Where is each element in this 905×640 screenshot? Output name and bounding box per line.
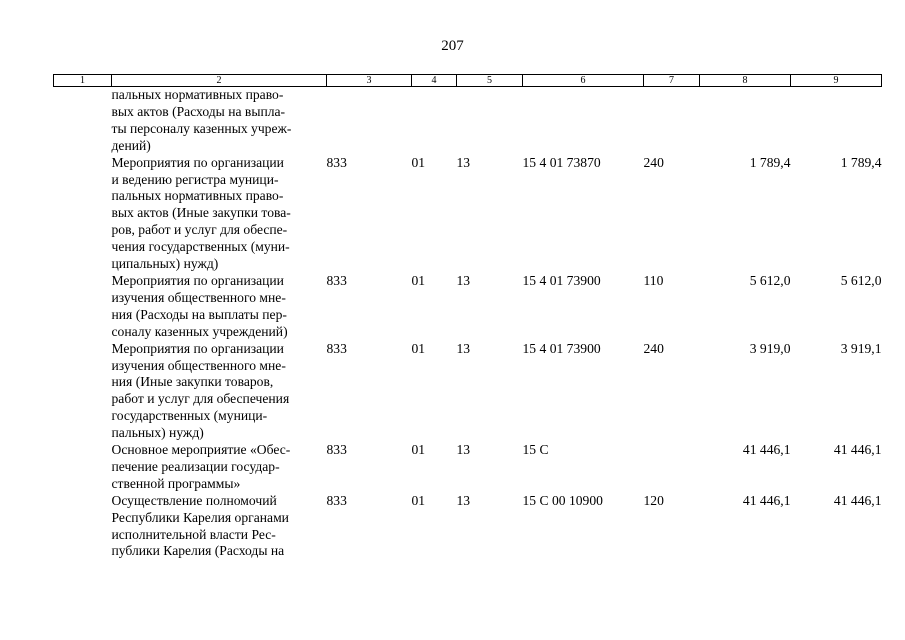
column-number-row: [54, 75, 882, 87]
description-line: печение реализации государ-: [111, 458, 280, 474]
subsection-code-cell: 13: [456, 154, 471, 170]
description-line: вых актов (Иные закупки това-: [111, 205, 291, 221]
amount-cell-8: 3 919,0: [749, 340, 791, 356]
table-row: [54, 87, 882, 155]
amount-cell-8: 1 789,4: [749, 154, 791, 170]
expense-type-cell: [644, 442, 700, 493]
description-line: Мероприятия по организации: [111, 272, 284, 288]
description-line: Республики Карелия органами: [111, 509, 289, 525]
column-header: 7: [644, 75, 700, 87]
expense-type-cell: 240: [643, 340, 664, 356]
description-line: дений): [111, 137, 151, 153]
column-header: 6: [523, 75, 644, 87]
table-row: [54, 155, 882, 273]
target-article-cell: 15 4 01 73900: [522, 340, 601, 356]
description-line: пальных) нужд): [111, 425, 204, 441]
description-line: государственных (муници-: [111, 408, 268, 424]
row-description: [112, 341, 327, 442]
row-description: [112, 273, 327, 341]
page-number: 207: [441, 38, 464, 54]
description-line: ственной программы»: [111, 475, 241, 491]
column-header: 4: [412, 75, 457, 87]
description-line: Мероприятия по организации: [111, 154, 284, 170]
admin-code-cell: 833: [326, 340, 347, 356]
section-code-cell: 01: [411, 442, 426, 458]
description-line: работ и услуг для обеспечения: [111, 391, 290, 407]
admin-code-cell: 833: [326, 272, 347, 288]
amount-cell-9: 3 919,1: [840, 340, 882, 356]
column-header: 9: [791, 75, 882, 87]
section-code-cell: 01: [411, 154, 426, 170]
description-line: публики Карелия (Расходы на: [111, 543, 285, 559]
row-description: [112, 442, 327, 493]
subsection-code-cell: 13: [456, 492, 471, 508]
target-article-cell: 15 4 01 73900: [522, 272, 601, 288]
column-header: 8: [700, 75, 791, 87]
row-number-cell: [54, 442, 112, 493]
amount-cell-9: [791, 87, 882, 155]
column-header: 1: [54, 75, 112, 87]
description-line: ципальных) нужд): [111, 256, 219, 272]
expense-type-cell: 240: [643, 154, 664, 170]
subsection-code-cell: 13: [456, 442, 471, 458]
admin-code-cell: [327, 87, 412, 155]
subsection-code-cell: [457, 87, 523, 155]
section-code-cell: 01: [411, 272, 426, 288]
amount-cell-8: [700, 87, 791, 155]
description-line: ров, работ и услуг для обеспе-: [111, 222, 288, 238]
description-line: пальных нормативных право-: [111, 188, 284, 204]
table-row: [54, 442, 882, 493]
row-number-cell: [54, 341, 112, 442]
subsection-code-cell: 13: [456, 340, 471, 356]
column-header: 3: [327, 75, 412, 87]
expense-type-cell: 110: [643, 272, 664, 288]
row-description: [112, 493, 327, 561]
amount-cell-9: 5 612,0: [840, 272, 882, 288]
description-line: изучения общественного мне-: [111, 289, 286, 305]
description-line: изучения общественного мне-: [111, 357, 286, 373]
admin-code-cell: 833: [326, 442, 347, 458]
table-row: [54, 341, 882, 442]
column-header: 5: [457, 75, 523, 87]
description-line: пальных нормативных право-: [111, 87, 284, 102]
description-line: Основное мероприятие «Обес-: [111, 442, 291, 458]
target-article-cell: 15 4 01 73870: [522, 154, 601, 170]
description-line: вых актов (Расходы на выпла-: [111, 103, 286, 119]
description-line: Мероприятия по организации: [111, 340, 284, 356]
subsection-code-cell: 13: [456, 272, 471, 288]
column-header: 2: [112, 75, 327, 87]
admin-code-cell: 833: [326, 154, 347, 170]
amount-cell-8: 5 612,0: [749, 272, 791, 288]
table-body: [54, 87, 882, 561]
description-line: ния (Иные закупки товаров,: [111, 374, 274, 390]
amount-cell-8: 41 446,1: [742, 442, 791, 458]
description-line: Осуществление полномочий: [111, 492, 277, 508]
section-code-cell: 01: [411, 492, 426, 508]
budget-table: [53, 74, 882, 560]
amount-cell-9: 41 446,1: [833, 442, 882, 458]
expense-type-cell: [644, 87, 700, 155]
description-line: исполнительной власти Рес-: [111, 526, 276, 542]
row-number-cell: [54, 493, 112, 561]
amount-cell-9: 1 789,4: [840, 154, 882, 170]
description-line: ния (Расходы на выплаты пер-: [111, 306, 287, 322]
admin-code-cell: 833: [326, 492, 347, 508]
row-description: [112, 87, 327, 155]
description-line: соналу казенных учреждений): [111, 323, 288, 339]
description-line: и ведению регистра муници-: [111, 171, 279, 187]
description-line: чения государственных (муни-: [111, 239, 290, 255]
section-code-cell: 01: [411, 340, 426, 356]
target-article-cell: 15 С: [522, 442, 549, 458]
table-row: [54, 273, 882, 341]
amount-cell-8: 41 446,1: [742, 492, 791, 508]
description-line: ты персоналу казенных учреж-: [111, 120, 292, 136]
row-number-cell: [54, 155, 112, 273]
amount-cell-9: 41 446,1: [833, 492, 882, 508]
section-code-cell: [412, 87, 457, 155]
table-row: [54, 493, 882, 561]
row-number-cell: [54, 87, 112, 155]
row-description: [112, 155, 327, 273]
expense-type-cell: 120: [643, 492, 664, 508]
row-number-cell: [54, 273, 112, 341]
target-article-cell: 15 С 00 10900: [522, 492, 603, 508]
target-article-cell: [523, 87, 644, 155]
